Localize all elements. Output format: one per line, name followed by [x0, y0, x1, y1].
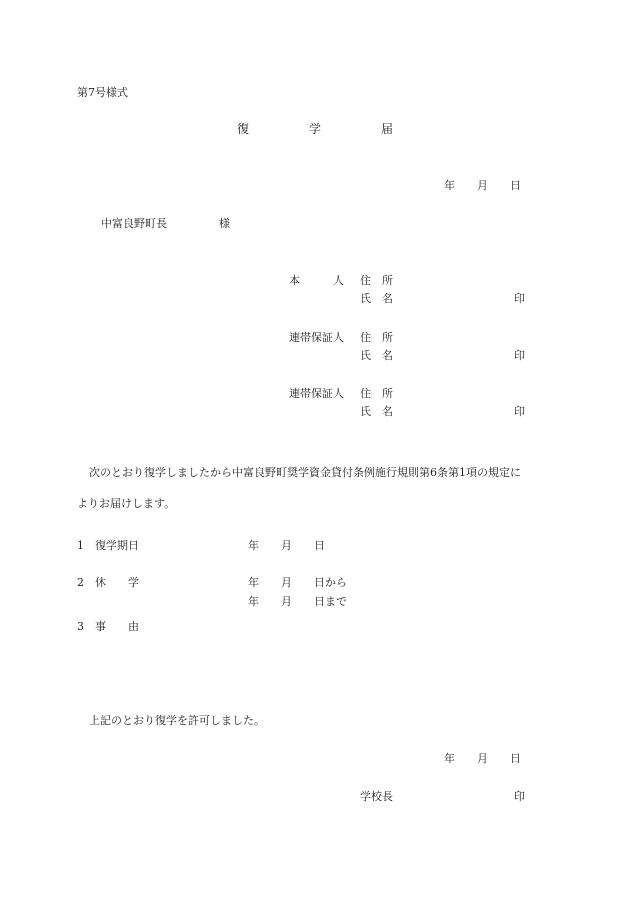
- item-1-value: 年 月 日: [248, 539, 325, 552]
- item-3-number: 3: [77, 620, 84, 633]
- guarantor-2-label: 連帯保証人: [289, 387, 344, 400]
- page-title: 復 学 届: [237, 122, 394, 136]
- guarantor-2-name-label: 氏 名: [360, 405, 393, 418]
- self-label: 本 人: [289, 274, 344, 287]
- item-2-to: 年 月 日まで: [248, 595, 347, 608]
- guarantor-2-seal: 印: [514, 405, 525, 418]
- guarantor-1-label: 連帯保証人: [289, 331, 344, 344]
- addressee: 中富良野町長: [101, 217, 167, 230]
- honorific: 様: [219, 217, 230, 230]
- self-seal: 印: [514, 292, 525, 305]
- principal-seal: 印: [514, 790, 525, 803]
- guarantor-1-address-label: 住 所: [360, 331, 393, 344]
- item-3-label: 事 由: [95, 620, 139, 633]
- self-name-label: 氏 名: [360, 292, 393, 305]
- submission-date: 年 月 日: [444, 179, 521, 192]
- approval-date: 年 月 日: [444, 752, 521, 765]
- guarantor-2-address-label: 住 所: [360, 387, 393, 400]
- item-1-label: 復学期日: [95, 539, 139, 552]
- body-line-2: よりお届けします。: [77, 497, 176, 510]
- approval-text: 上記のとおり復学を許可しました。: [89, 714, 265, 727]
- body-line-1: 次のとおり復学しましたから中富良野町奨学資金貸付条例施行規則第6条第1項の規定に: [89, 466, 521, 479]
- self-address-label: 住 所: [360, 274, 393, 287]
- item-2-from: 年 月 日から: [248, 576, 347, 589]
- item-2-number: 2: [77, 576, 84, 589]
- principal-label: 学校長: [360, 790, 393, 803]
- form-number: 第7号様式: [77, 86, 128, 99]
- guarantor-1-seal: 印: [514, 349, 525, 362]
- guarantor-1-name-label: 氏 名: [360, 349, 393, 362]
- item-1-number: 1: [77, 539, 84, 552]
- item-2-label: 休 学: [95, 576, 139, 589]
